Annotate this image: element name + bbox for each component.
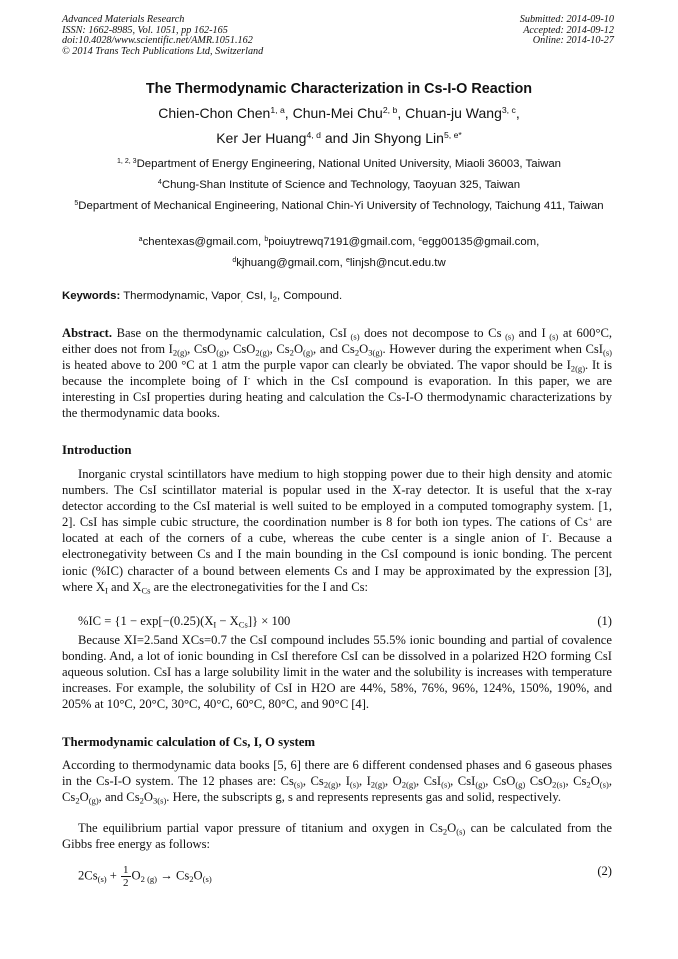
emails-line-2 (62, 255, 616, 271)
author-and: and (324, 130, 349, 146)
author-sup: 1, a (270, 105, 285, 116)
journal-issn: ISSN: 1662-8985, Vol. 1051, pp 162-165 (62, 24, 228, 36)
affiliation-3 (62, 198, 616, 214)
author-sup: 4, d (306, 130, 321, 141)
thermodynamic-paragraph: According to thermodynamic data books [5, 6] there are 6 different condensed phases and 6 gaseous phases in the Cs-I-O system. The 12 phases are: $Cs_{(s)}$, $Cs_{2(g)}$, $I_{(s)}$, $I_{2(g)}$, $O_{2(g)}$, CsI$_{(s)}$, CsI$_{(g)}$, CsO$_{(g)}$ CsO$_{2(s)}$, $Cs_2O_{(s)}$, $Cs_2O_{(g)}$, and $Cs_2O_{3(s)}$. Here, the subscripts g, s and represents represents gas and solid, respectively. (62, 758, 612, 806)
email-a: chentexas@gmail.com, (142, 236, 262, 248)
author-name: Ker Jer Huang (216, 130, 307, 146)
keywords-label: Keywords: (62, 290, 121, 302)
online-date: Online: 2014-10-27 (532, 35, 614, 47)
journal-name: Advanced Materials Research (62, 14, 185, 25)
journal-copyright: © 2014 Trans Tech Publications Ltd, Switzerland (62, 46, 264, 58)
email-sup: a (138, 236, 143, 244)
email-sup: c (418, 236, 423, 244)
email-sup: b (264, 236, 269, 244)
email-d: kjhuang@gmail.com, (236, 257, 343, 269)
equilibrium-paragraph: The equilibrium partial vapor pressure of titanium and oxygen in $Cs_2O_{(s)}$ can be calculated from the Gibbs free energy as follows: (62, 821, 612, 852)
email-e: linjsh@ncut.edu.tw (349, 257, 446, 269)
author-name: Chuan-ju Wang (405, 105, 502, 121)
author-line-2 (0, 130, 678, 146)
author-sup: 5, e* (443, 130, 462, 141)
journal-info (62, 15, 263, 58)
affiliation-sup: 5 (74, 200, 79, 208)
equation-1-number: (1) (597, 614, 612, 628)
email-b: poiuytrewq7191@gmail.com, (268, 236, 416, 248)
email-sup: d (232, 257, 237, 265)
emails-line-1 (62, 234, 616, 250)
email-c: egg00135@gmail.com, (422, 236, 540, 248)
keywords (62, 290, 342, 302)
abstract-label: Abstract. (62, 326, 113, 340)
author-name: Jin Shyong Lin (352, 130, 444, 146)
keywords-text: Thermodynamic, Vapor$_,$ CsI, $I_2$, Compound. (123, 290, 343, 304)
affiliation-text: Chung-Shan Institute of Science and Technology, Taoyuan 325, Taiwan (161, 179, 521, 191)
author-sup: 3, c (501, 105, 516, 116)
equation-1 (78, 614, 612, 629)
section-heading-thermodynamic: Thermodynamic calculation of Cs, I, O system (62, 735, 316, 749)
equation-2-body: $2Cs_{(s)}$ + $\frac{1}{2}$ $O_{2 (g)} \to Cs_2O_{(s)}$ (78, 864, 212, 889)
affiliation-text: Department of Mechanical Engineering, National Chin-Yi University of Technology, Taichung 411, Taiwan (78, 200, 604, 212)
affiliation-text: Department of Energy Engineering, National United University, Miaoli 36003, Taiwan (136, 158, 561, 170)
accepted-date: Accepted: 2014-09-12 (523, 24, 614, 36)
equation-2-number: (2) (597, 864, 612, 878)
ionic-bonding-paragraph: Because XI=2.5and XCs=0.7 the CsI compound includes 55.5% ionic bounding and partial of covalence bonding. And, a lot of ionic bounding in CsI therefore CsI can be dissolved in a polarized H2O forming CsI aqueous solution. CsI has a large solubility limit in the water and the solubility is increases with temperature increases. For example, the solubility of CsI in H2O are 44%, 58%, 76%, 96%, 124%, 150%, 190%, and 205% at 10°C, 20°C, 30°C, 40°C, 60°C, 80°C, and 90°C [4]. (62, 633, 612, 712)
equation-2 (78, 858, 612, 888)
abstract: Abstract. Base on the thermodynamic calculation, CsI $_{(s)}$ does not decompose to Cs $_{(s)}$ and I $_{(s)}$ at 600°C, either does not from $I_{2(g)}$, CsO$_{(g)}$, CsO$_{2(g)}$, $Cs_2O_{(g)}$, and $Cs_2O_{3(g)}$. However during the experiment when CsI$_{(s)}$ is heated above to 200 °C at 1 atm the purple vapor can clearly be obviated. The vapor should be $I_{2(g)}$. It is because the incomplete boing of I- which in the CsI compound is evaporation. In this paper, we are interesting in CsI properties during heating and calculation the Cs-I-O thermodynamic characterizations by the thermodynamic data books. (62, 326, 613, 421)
submitted-date: Submitted: 2014-09-10 (519, 14, 614, 25)
author-name: Chun-Mei Chu (292, 105, 383, 121)
submission-dates (520, 15, 614, 47)
fraction-one-half: $\frac{1}{2}$ (123, 864, 129, 889)
affiliation-2 (62, 177, 616, 193)
equation-1-body: $\%IC = \{1 - \exp[-(0.25)(X_I - X_{Cs}]\} \times 100$ (78, 614, 291, 630)
paper-title: The Thermodynamic Characterization in Cs-I-O Reaction (145, 81, 533, 97)
affiliation-1 (62, 156, 616, 172)
author-line-1: Chien-Chon Chen$^{1, a}$, Chun-Mei Chu$^{2, b}$, Chuan-ju Wang$^{3, c}$, (158, 105, 520, 121)
author-name: Chien-Chon Chen (158, 105, 271, 121)
author-sup: 2, b (382, 105, 398, 116)
affiliation-sup: 1, 2, 3 (116, 158, 137, 166)
introduction-paragraph: Inorganic crystal scintillators have medium to high stopping power due to their high density and atomic numbers. The CsI scintillator material is popular used in the X-ray detector. It is useful that the x-ray detector according to the CsI material is well suited to be employed in a computed tomography system. [1, 2]. CsI has simple cubic structure, the coordination number is 8 for both ion types. The cations of Cs+ are located at each of the corners of a cube, whereas the cube center is a single anion of I-. Because a electronegativity between Cs and I the main bounding in the CsI compound is ionic bonding. The percent ionic (%IC) character of a bound between elements Cs and I may be approximated by the expression [3], where $X_I$ and $X_{Cs}$ are the electronegativities for the I and Cs: (62, 467, 612, 596)
section-heading-introduction: Introduction (62, 443, 132, 457)
affiliation-sup: 4 (157, 179, 162, 187)
journal-doi: doi:10.4028/www.scientific.net/AMR.1051.162 (62, 35, 253, 47)
email-sup: e (345, 257, 350, 265)
